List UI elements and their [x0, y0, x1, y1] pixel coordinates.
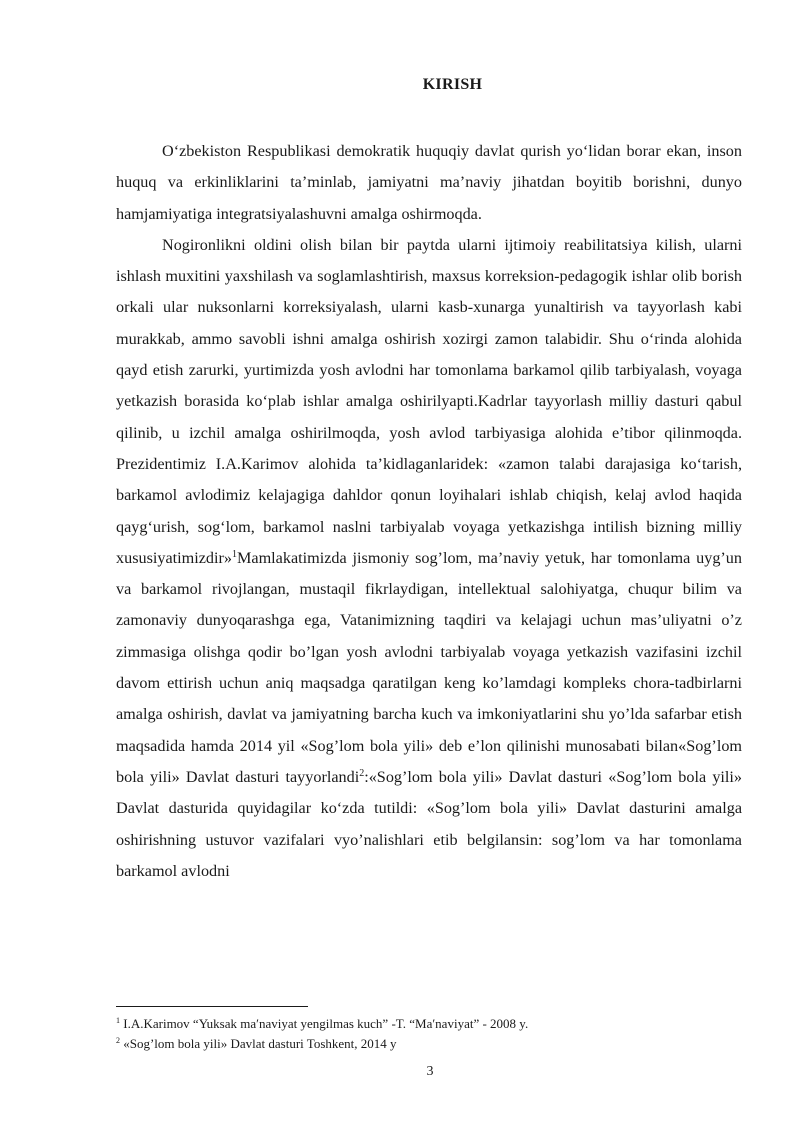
paragraph-2	[116, 230, 742, 887]
paragraph-2-part-c: :«Sog’lom bola yili» Davlat dasturi «Sog’lom bola yili» Davlat dasturida quyidagilar ko‘zda tutildi: «Sog’lom bola yili» Davlat dasturini amalga oshirishning ustuvor vazifalari vyo’nalishlari etib belgilansin: sog’lom va har tomonlama barkamol avlodni	[116, 767, 743, 880]
footnote-1	[116, 1014, 742, 1034]
paragraph-2-part-b: Mamlakatimizda jismoniy sog’lom, ma’naviy yetuk, har tomonlama uyg’un va barkamol rivojlangan, mustaqil fikrlaydigan, intellektual salohiyatga, chuqur bilim va zamonaviy dunyoqarashga ega, Vatanimizning taqdiri va kelajagi uchun mas’uliyatni o’z zimmasiga olishga qodir bo’lgan yosh avlodni tarbiyalab voyaga yetkazish vazifasini izchil davom ettirish uchun aniq maqsadga qaratilgan keng ko’lamdagi kompleks chora-tadbirlarni amalga oshirish, davlat va jamiyatning barcha kuch va imkoniyatlarini shu yo’lda safarbar etish maqsadida hamda 2014 yil «Sog’lom bola yili» deb e’lon qilinishi munosabati bilan«Sog’lom bola yili» Davlat dasturi tayyorlandi	[116, 548, 742, 786]
body-text	[116, 136, 742, 887]
page-heading: KIRISH	[422, 76, 483, 93]
footnote-2	[116, 1034, 742, 1054]
footnotes	[116, 1014, 742, 1054]
footnote-divider	[116, 1006, 308, 1007]
footnote-mark-1: 1	[116, 1016, 120, 1025]
footnote-ref-1[interactable]: 1	[232, 548, 237, 560]
footnote-text-2: «Sog’lom bola yili» Davlat dasturi Toshkent, 2014 y	[120, 1036, 397, 1051]
footnote-mark-2: 2	[116, 1036, 120, 1045]
paragraph-1: O‘zbekiston Respublikasi demokratik huquqiy davlat qurish yo‘lidan borar ekan, inson huquq va erkinliklarini ta’minlab, jamiyatni ma’naviy jihatdan boyitib borishni, dunyo hamjamiyatiga integratsiyalashuvni amalga oshirmoqda.	[116, 142, 742, 223]
paragraph-2-part-a: Nogironlikni oldini olish bilan bir paytda ularni ijtimoiy reabilitatsiya kilish, ularni ishlash muxitini yaxshilash va soglamlashtirish, maxsus korreksion-pedagogik ishlar olib borish orkali ular nuksonlarni korreksiyalash, ularni kasb-xunarga yunaltirish va tayyorlash kabi murakkab, ammo savobli ishni amalga oshirish xozirgi zamon talabidir. Shu o‘rinda alohida qayd etish zarurki, yurtimizda yosh avlodni har tomonlama barkamol qilib tarbiyalash, voyaga yetkazish borasida ko‘plab ishlar amalga oshirilyapti.Kadrlar tayyorlash milliy dasturi qabul qilinib, u izchil amalga oshirilmoqda, yosh avlod tarbiyasiga alohida e’tibor qilinmoqda. Prezidentimiz I.A.Karimov alohida ta’kidlaganlaridek: «zamon talabi darajasiga ko‘tarish, barkamol avlodimiz kelajagiga dahldor qonun loyihalari ishlab chiqish, kelaj avlod haqida qayg‘urish, sog‘lom, barkamol naslni tarbiyalab voyaga yetkazishga intilish bizning milliy xususiyatimizdir»	[116, 235, 742, 567]
footnote-text-1: I.A.Karimov “Yuksak maʹnaviyat yengilmas kuch” -T. “Maʹnaviyat” - 2008 y.	[120, 1016, 529, 1031]
footnote-ref-2[interactable]: 2	[359, 767, 365, 779]
page-number: 3	[426, 1064, 434, 1079]
